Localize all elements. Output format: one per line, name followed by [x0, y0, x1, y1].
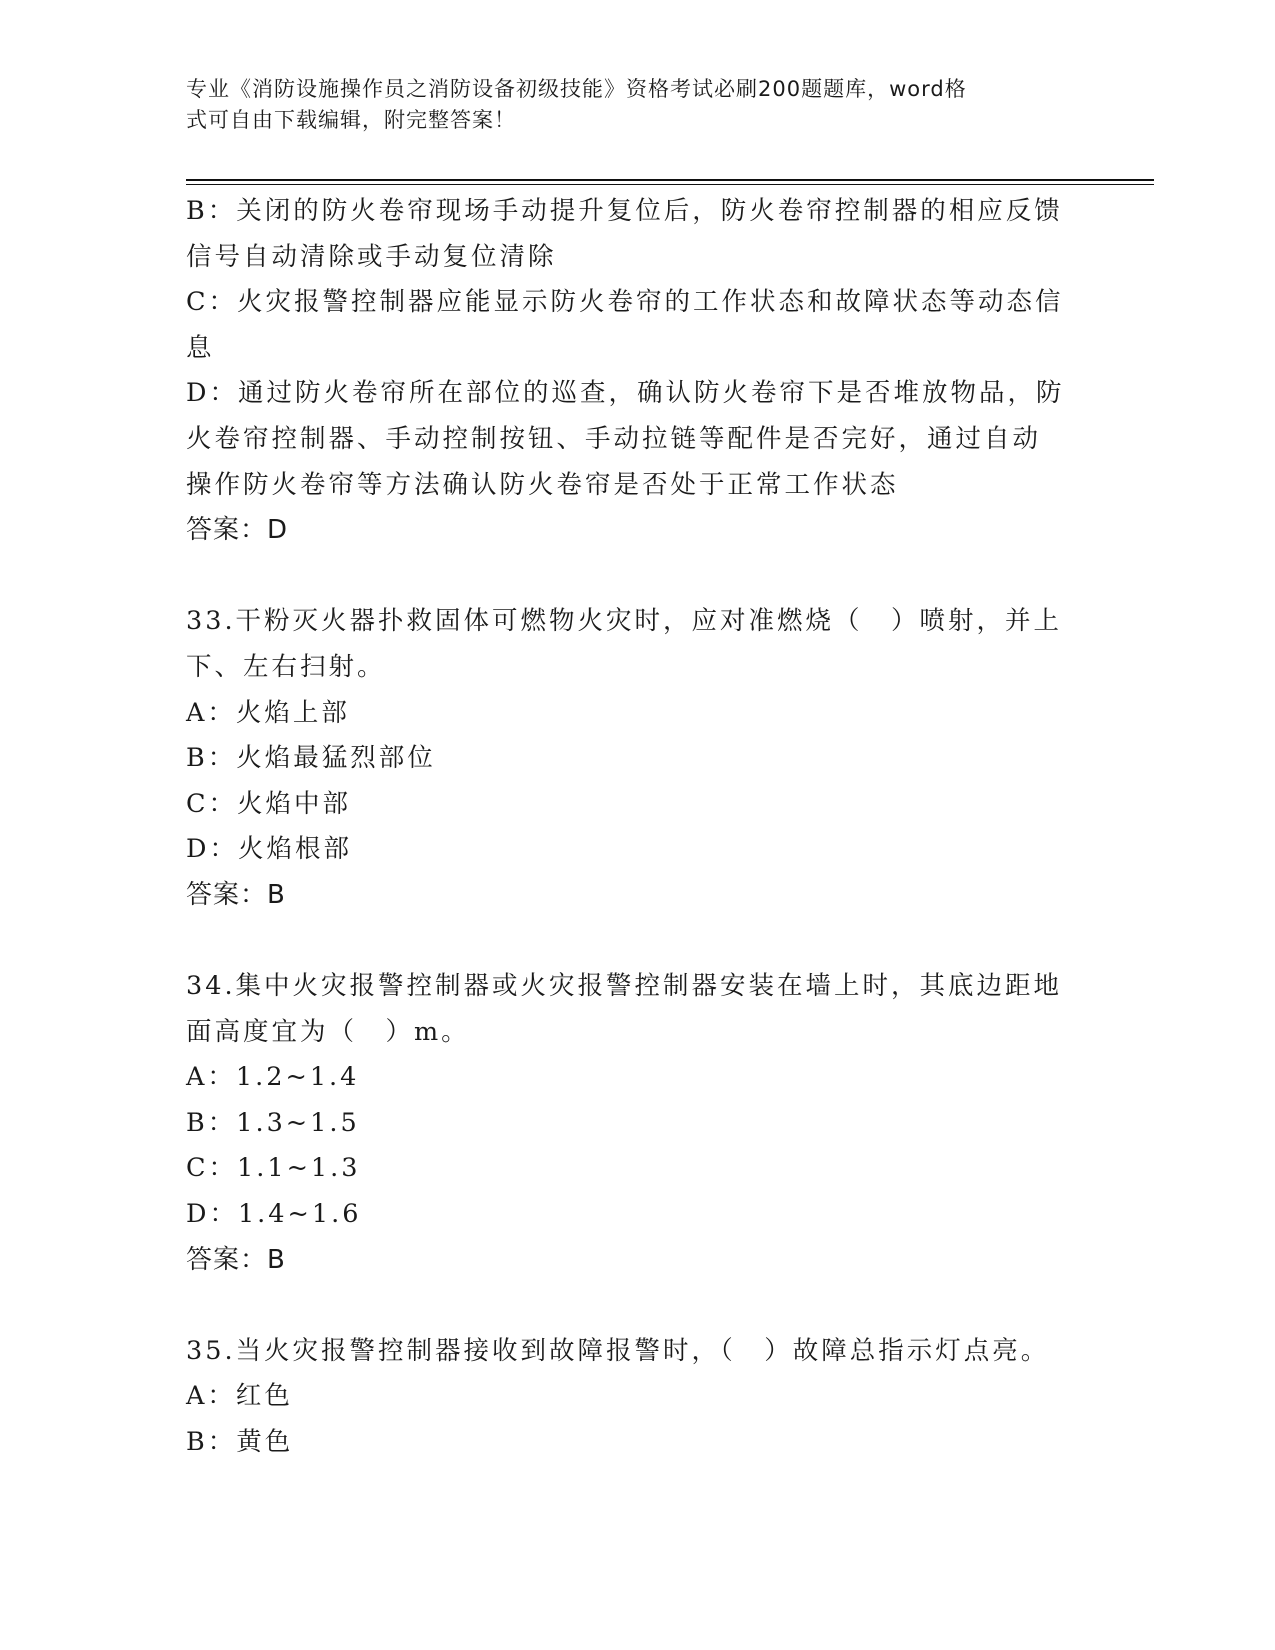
option-c: C：1.1~1.3 [186, 1153, 361, 1184]
answer-line: 答案：B [186, 879, 286, 910]
option-c-line: C：火灾报警控制器应能显示防火卷帘的工作状态和故障状态等动态信 [186, 287, 1064, 318]
option-a: A：火焰上部 [186, 697, 350, 728]
header-line-2: 式可自由下载编辑，附完整答案！ [186, 108, 516, 132]
header-line-1: 专业《消防设施操作员之消防设备初级技能》资格考试必刷200题题库，word格 [186, 77, 967, 101]
question-32-continued [186, 189, 1086, 554]
option-d: D：火焰根部 [186, 834, 352, 865]
page-header [186, 74, 1066, 136]
spacer [186, 554, 1086, 600]
question-33 [186, 599, 1086, 918]
option-d-line: D：通过防火卷帘所在部位的巡查，确认防火卷帘下是否堆放物品，防 [186, 378, 1065, 409]
option-a: A：1.2~1.4 [186, 1062, 360, 1093]
document-body [186, 189, 1086, 1466]
option-b: B：黄色 [186, 1427, 294, 1458]
option-d: D：1.4~1.6 [186, 1199, 362, 1230]
option-c: C：火焰中部 [186, 788, 352, 819]
option-d-line: 火卷帘控制器、手动控制按钮、手动拉链等配件是否完好，通过自动 [186, 423, 1042, 454]
question-stem: 34.集中火灾报警控制器或火灾报警控制器安装在墙上时，其底边距地 [186, 971, 1063, 1002]
question-stem: 面高度宜为（ ）m。 [186, 1016, 470, 1047]
question-stem: 33.干粉灭火器扑救固体可燃物火灾时，应对准燃烧（ ）喷射，并上 [186, 606, 1063, 637]
option-a: A：红色 [186, 1381, 293, 1412]
option-b-line: 信号自动清除或手动复位清除 [186, 241, 557, 272]
question-stem: 35.当火灾报警控制器接收到故障报警时，（ ）故障总指示灯点亮。 [186, 1335, 1050, 1366]
option-c-line: 息 [186, 332, 215, 363]
question-34 [186, 964, 1086, 1283]
header-rule-thin [186, 184, 1154, 185]
option-d-line: 操作防火卷帘等方法确认防火卷帘是否处于正常工作状态 [186, 469, 899, 500]
header-rule-thick [186, 179, 1154, 181]
question-stem: 下、左右扫射。 [186, 651, 386, 682]
spacer [186, 919, 1086, 965]
answer-line: 答案：D [186, 515, 289, 546]
option-b: B：1.3~1.5 [186, 1107, 360, 1138]
spacer [186, 1283, 1086, 1329]
option-b: B：火焰最猛烈部位 [186, 743, 436, 774]
option-b-line: B：关闭的防火卷帘现场手动提升复位后，防火卷帘控制器的相应反馈 [186, 196, 1063, 226]
question-35 [186, 1329, 1086, 1466]
answer-line: 答案：B [186, 1244, 286, 1275]
